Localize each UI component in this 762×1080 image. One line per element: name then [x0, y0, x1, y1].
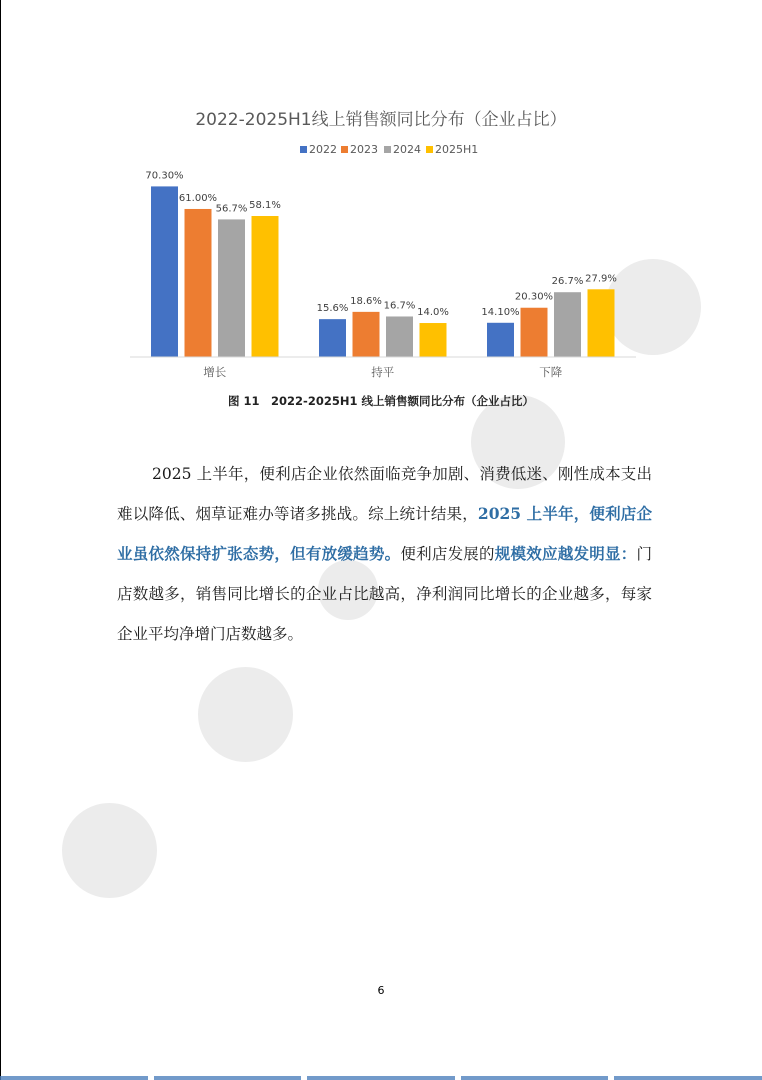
chart-bars: [145, 170, 616, 357]
bar: [319, 319, 346, 357]
bar: [420, 323, 447, 357]
chart-legend: [300, 143, 478, 156]
figure-caption: 图 11 2022-2025H1 线上销售额同比分布（企业占比）: [228, 394, 534, 408]
data-label: 61.00%: [178, 192, 218, 204]
legend-swatch: [341, 146, 348, 153]
data-label: 70.30%: [145, 170, 184, 182]
data-label: 20.30%: [514, 291, 554, 303]
footer-bar: [0, 1076, 762, 1080]
category-label: 持平: [371, 365, 395, 379]
footer-segment: [154, 1076, 302, 1080]
legend-label: 2024: [393, 143, 421, 156]
category-label: 下降: [539, 365, 563, 379]
bar: [353, 312, 380, 357]
bar: [588, 289, 615, 357]
chart-title: 2022-2025H1线上销售额同比分布（企业占比）: [195, 110, 567, 130]
legend-swatch: [426, 146, 433, 153]
legend-label: 2023: [350, 143, 378, 156]
data-label: 56.7%: [215, 203, 248, 215]
footer-segment: [461, 1076, 609, 1080]
paragraph-text: 便利店发展的: [400, 545, 495, 563]
bar: [521, 308, 548, 357]
data-label: 14.0%: [417, 307, 449, 319]
bar: [386, 316, 413, 357]
decorative-circle: [62, 803, 157, 898]
bar: [185, 209, 212, 357]
legend-label: 2022: [309, 143, 337, 156]
footer-segment: [614, 1076, 762, 1080]
bar: [554, 292, 581, 357]
bar-chart: [0, 0, 762, 400]
bar: [151, 186, 178, 357]
legend-swatch: [300, 146, 307, 153]
footer-segment: [307, 1076, 455, 1080]
data-label: 26.7%: [551, 276, 584, 288]
data-label: 16.7%: [383, 300, 416, 312]
bar: [252, 216, 279, 357]
paragraph-highlight: 规模效应越发明显：: [494, 544, 637, 563]
chart-category-labels: [203, 365, 562, 379]
bar: [487, 323, 514, 357]
data-label: 15.6%: [316, 303, 349, 315]
paragraph-text: 2025 上半年，便利店企业依然面临竞争加剧、消费低迷、刚性成本支出难以降低、烟草证难办等诸多挑战。综上统计结果，: [117, 465, 652, 523]
paragraph-highlight: 2025 上半年，便利店企业虽依然保持扩张态势，但有放缓趋势。: [117, 504, 652, 563]
category-label: 增长: [203, 365, 227, 379]
bar: [218, 219, 245, 357]
data-label: 14.10%: [481, 306, 520, 318]
paragraph-text: 门店数越多，销售同比增长的企业占比越高，净利润同比增长的企业越多，每家企业平均净增门店数越多。: [117, 545, 652, 643]
legend-label: 2025H1: [435, 143, 479, 156]
legend-swatch: [384, 146, 391, 153]
body-paragraph: [117, 454, 652, 654]
data-label: 58.1%: [249, 200, 281, 212]
footer-segment: [0, 1076, 148, 1080]
data-label: 18.6%: [350, 295, 382, 307]
page-number: 6: [377, 984, 385, 997]
data-label: 27.9%: [585, 273, 617, 285]
decorative-circle: [198, 667, 293, 762]
